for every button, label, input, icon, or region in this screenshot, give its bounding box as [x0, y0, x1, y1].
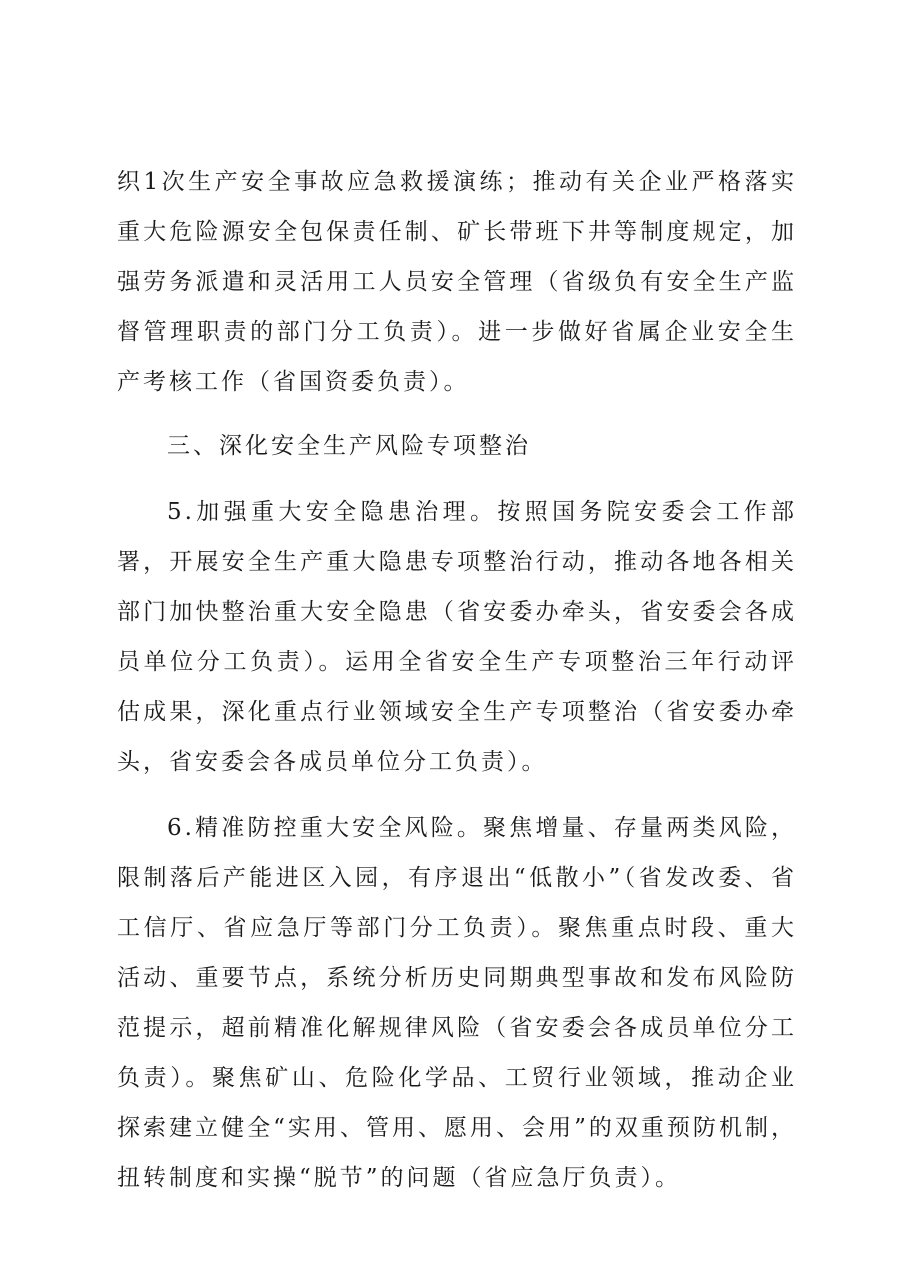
section-heading: 三、深化安全生产风险专项整治 [167, 433, 531, 459]
paragraph-continuation: 织1次生产安全事故应急救援演练；推动有关企业严格落实重大危险源安全包保责任制、矿长带班下井等制度规定，加强劳务派遣和灵活用工人员安全管理（省级负有安全生产监督管理职责的部门分工负责）。进一步做好省属企业安全生产考核工作（省国资委负责）。 [117, 169, 797, 395]
paragraph-item-6: 6.精准防控重大安全风险。聚焦增量、存量两类风险，限制落后产能进区入园，有序退出“低散小”（省发改委、省工信厅、省应急厅等部门分工负责）。聚焦重点时段、重大活动、重要节点，系统分析历史同期典型事故和发布风险防范提示，超前精准化解规律风险（省安委会各成员单位分工负责）。聚焦矿山、危险化学品、工贸行业领域，推动企业探索建立健全“实用、管用、愿用、会用”的双重预防机制，扭转制度和实操“脱节”的问题（省应急厅负责）。 [117, 815, 797, 1191]
document-body [117, 157, 797, 1203]
paragraph-item-5: 5.加强重大安全隐患治理。按照国务院安委会工作部署，开展安全生产重大隐患专项整治行动，推动各地各相关部门加快整治重大安全隐患（省安委办牵头，省安委会各成员单位分工负责）。运用全省安全生产专项整治三年行动评估成果，深化重点行业领域安全生产专项整治（省安委办牵头，省安委会各成员单位分工负责）。 [117, 499, 797, 775]
